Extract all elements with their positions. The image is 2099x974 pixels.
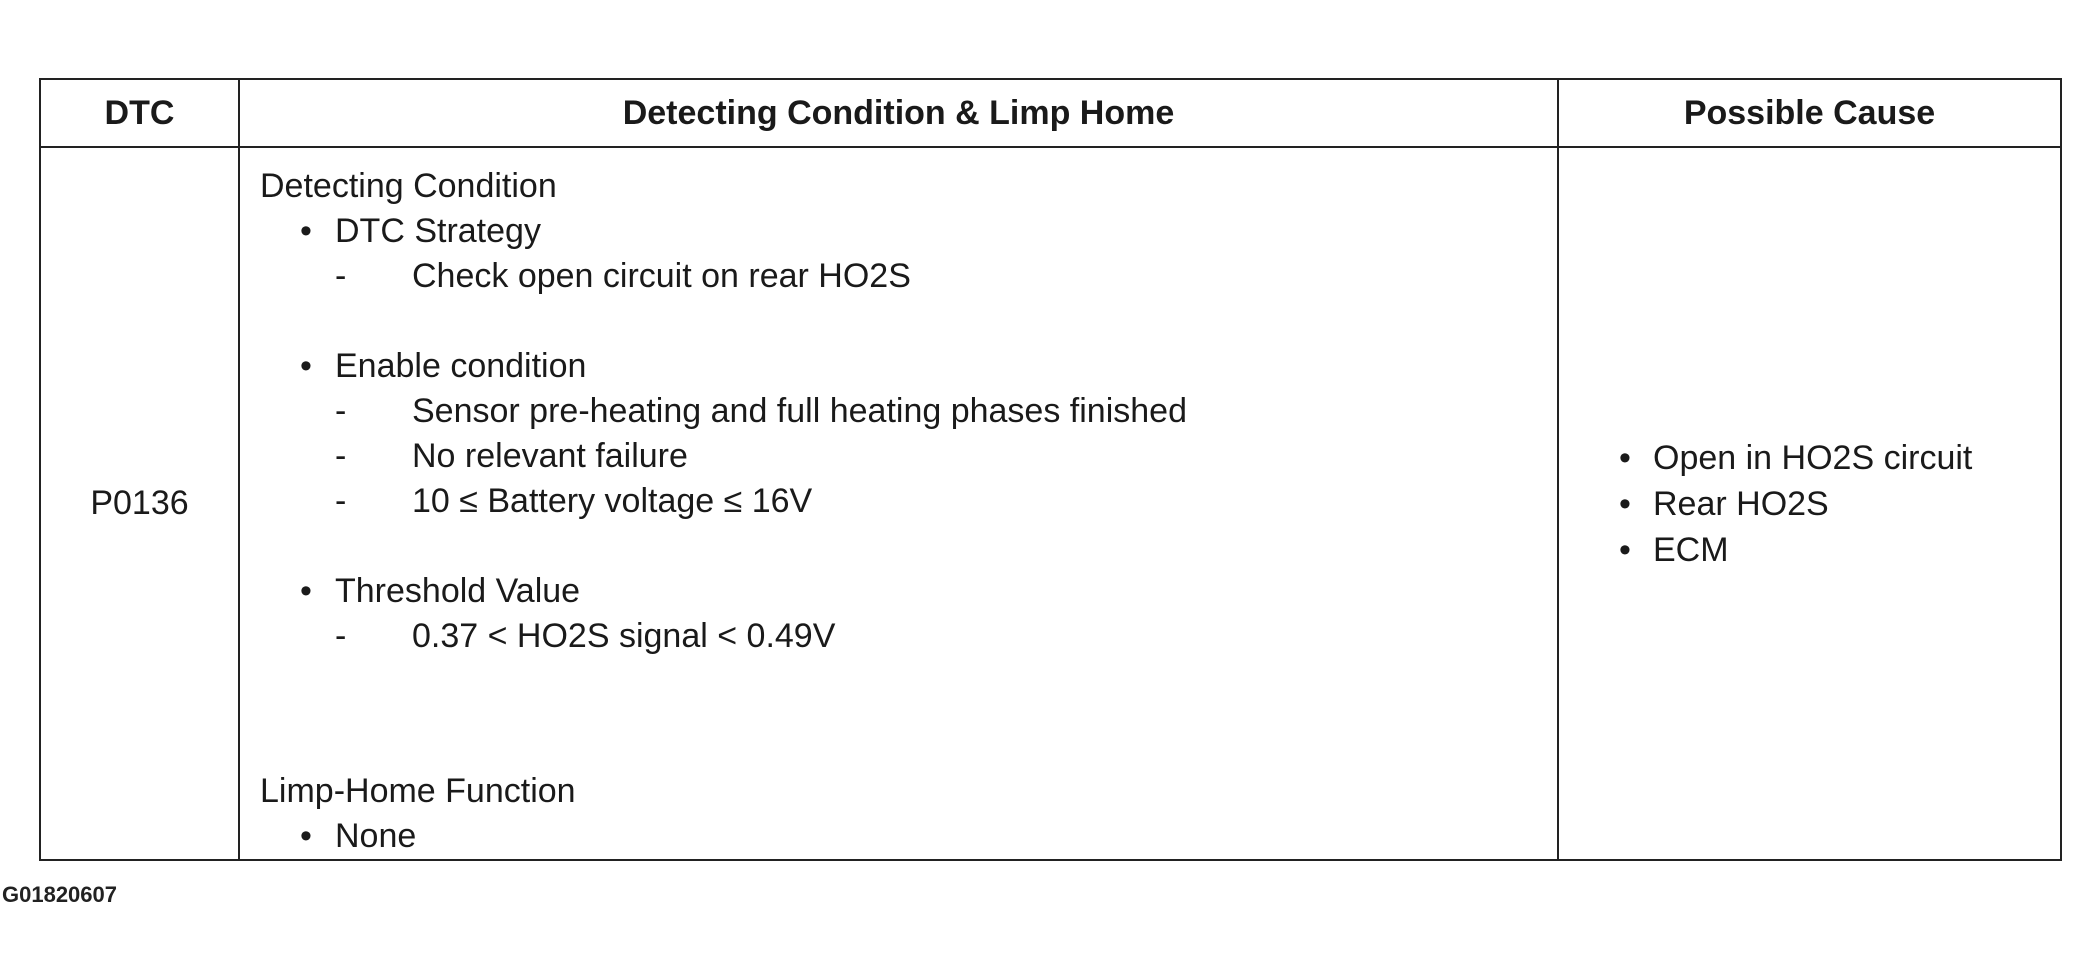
possible-cause-item: • Open in HO2S circuit — [1613, 435, 2059, 481]
possible-cause-cell — [1558, 147, 2061, 860]
dtc-table — [39, 78, 2062, 861]
limp-home-item: • None — [260, 814, 1557, 859]
detecting-condition-cell — [239, 147, 1558, 860]
enable-condition-item: - Sensor pre-heating and full heating phases finished — [335, 392, 1187, 430]
header-detecting-condition: Detecting Condition & Limp Home — [239, 79, 1558, 147]
dtc-code-cell: P0136 — [40, 147, 239, 860]
figure-id: G01820607 — [2, 882, 117, 907]
possible-cause-item: • ECM — [1613, 527, 2059, 573]
threshold-label: • Threshold Value — [260, 569, 1557, 614]
enable-condition-item-text: Sensor pre-heating and full heating phases finished — [412, 392, 1187, 430]
possible-cause-item: • Rear HO2S — [1613, 481, 2059, 527]
header-dtc: DTC — [40, 79, 239, 147]
threshold-item-text: 0.37 < HO2S signal < 0.49V — [412, 617, 836, 655]
enable-condition-item-text: 10 ≤ Battery voltage ≤ 16V — [412, 482, 813, 520]
enable-condition-item: - No relevant failure — [335, 437, 688, 475]
threshold-item: - 0.37 < HO2S signal < 0.49V — [335, 617, 836, 655]
enable-condition-item-text: No relevant failure — [412, 437, 688, 475]
strategy-item-text: Check open circuit on rear HO2S — [412, 257, 911, 295]
strategy-item: - Check open circuit on rear HO2S — [335, 257, 911, 295]
enable-condition-label: • Enable condition — [260, 344, 1557, 389]
detecting-condition-title: Detecting Condition — [260, 167, 557, 205]
header-possible-cause: Possible Cause — [1558, 79, 2061, 147]
limp-home-title: Limp-Home Function — [260, 772, 576, 810]
header-row — [40, 79, 2061, 147]
enable-condition-item: - 10 ≤ Battery voltage ≤ 16V — [335, 482, 813, 520]
table-row — [40, 147, 2061, 860]
strategy-label: • DTC Strategy — [260, 209, 1557, 254]
